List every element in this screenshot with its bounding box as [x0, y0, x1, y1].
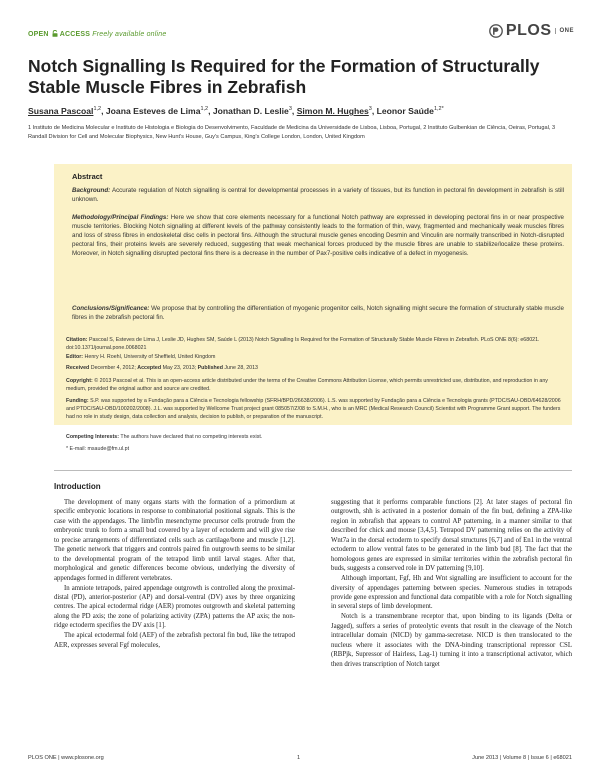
paragraph: The development of many organs starts with the formation of a primordium at specific embryonic locations in response to combinatorial positional signals. This is the case with the appendages. The limb/fin mesenchyme precursor cells protrude from the embryonic trunk to form a small bud covered by a layer of ectoderm and will give rise to precise arrangements of differentiated cells such as cartilage/bone and muscle [1,2]. The genetic network that triggers and controls paired fin outgrowth seems to be similar to the developmental program of the tetrapod limb until larval stages. After that, morphological and genetic differences become obvious, underlying the diversity of appendages formed in different vertebrates.: [54, 499, 295, 582]
abstract-methods: [72, 214, 564, 259]
conclusions-text: We propose that by controlling the differentiation of myogenic progenitor cells, Notch signalling might secure the formation of structurally stable muscle fibres in the zebrafish pectoral fin.: [72, 305, 564, 321]
background-label: Background:: [72, 187, 111, 194]
affiliations: 1 Instituto de Medicina Molecular e Instituto de Histologia e Biologia do Desenvolvimento, Faculdade de Medicina da Universidade de Lisboa, Lisboa, Portugal, 2 Instituto Gulbenkian de Ciência, Oeiras, Portugal, 3 Randall Division for Cell and Molecular Biophysics, New Hunt's House, Guy's Campus, King's College London, London, United Kingdom: [28, 125, 556, 140]
funding: Funding: S.P. was supported by a Fundação para a Ciência e Tecnologia fellowship (SFRH/BPD/26638/2006). L.S. was supported by Fundação para a Ciência e Tecnologia grants (PTDC/SAU-OBD/64628/2006 and PTDC/SAU-OBD/100202/2008). J.L. was supported by Wellcome Trust project grant 085057/Z/08 to S.M.H., who is an MRC (Medical Research Council) Scientist with Programme Grant support. The funders had no role in study design, data collection and analysis, decision to publish, or preparation of the manuscript.: [66, 398, 561, 420]
access-label: ACCESS: [59, 31, 91, 38]
background-text: Accurate regulation of Notch signalling is central for developmental processes in a variety of tissues, but its function in pectoral fin development in zebrafish is still unknown.: [72, 187, 564, 203]
body-column-left: [54, 498, 295, 650]
freely-available-label: Freely available online: [92, 31, 167, 38]
editor: Editor: Henry H. Roehl, University of Sheffield, United Kingdom: [66, 354, 216, 360]
open-access-banner: [28, 30, 166, 38]
plos-logo-icon: [489, 24, 503, 38]
publication-dates: Received December 4, 2012; Accepted May 23, 2013; Published June 28, 2013: [66, 365, 258, 371]
introduction-heading: Introduction: [54, 482, 101, 491]
paragraph: Although important, Fgf, Hh and Wnt signalling are insufficient to account for the diversity of appendages patterning between species. Numerous studies in tetrapods provide gene expression and functional data compatible with a role for Notch signalling in several steps of limb development.: [331, 575, 572, 611]
author[interactable]: Joana Esteves de Lima$^{1,2}$: [105, 106, 209, 116]
paragraph: Notch is a transmembrane receptor that, upon binding to its ligands (Delta or Jagged), suffers a series of proteolytic events that result in the cleavage of the Notch intracellular domain (NICD) by gamma-secretase. NICD is then translocated to the nucleus where it associates with the DNA-binding transcriptional repressor CSL (RBPjk, Supressor of Hairless, Lag-1) turning it into a transcriptional activator, which then drives transcription of Notch target: [331, 613, 572, 668]
logo-one-text: ONE: [555, 28, 574, 34]
logo-plos-text: PLOS: [505, 22, 552, 39]
abstract-heading: Abstract: [72, 172, 103, 181]
author[interactable]: Jonathan D. Leslie$^3$: [212, 106, 292, 116]
body-column-right: [331, 498, 572, 669]
competing-interests: Competing Interests: The authors have declared that no competing interests exist.: [66, 434, 263, 440]
abstract-conclusions: [72, 305, 564, 323]
author-list: Susana Pascoal$^{1,2}$, Joana Esteves de Lima$^{1,2}$, Jonathan D. Leslie$^3$, Simon M. Hughes$^3$, Leonor Saúde$^{1,2*}$: [28, 106, 444, 116]
article-title: Notch Signalling Is Required for the Formation of Structurally Stable Muscle Fibres in Zebrafish: [28, 56, 540, 97]
corresponding-email[interactable]: * E-mail: msaude@fm.ul.pt: [66, 446, 130, 452]
open-label: OPEN: [28, 31, 49, 38]
section-divider: [54, 470, 572, 471]
methods-label: Methodology/Principal Findings:: [72, 214, 169, 221]
open-lock-icon: [52, 30, 58, 37]
conclusions-label: Conclusions/Significance:: [72, 305, 150, 312]
author[interactable]: Leonor Saúde$^{1,2*}$: [376, 106, 444, 116]
citation: Citation: Pascoal S, Esteves de Lima J, Leslie JD, Hughes SM, Saúde L (2013) Notch Signalling Is Required for the Formation of Structurally Stable Muscle Fibres in Zebrafish. PLoS ONE 8(6): e68021. doi:10.1371/journal.pone.0068021: [66, 337, 540, 351]
methods-text: Here we show that core elements necessary for a functional Notch pathway are expressed in developing pectoral fins in or near prospective muscle territories. Blocking Notch signalling at different levels of the pathway consistently leads to the formation of thin, wavy, fragmented and mechanically weak muscles fibres and loss of stress fibres in endoskeletal disc cells in pectoral fins. Although the structural muscle genes encoding Desmin and Vinculin are normally transcribed in Notch-disrupted pectoral fins, their proteins levels are severely reduced, suggesting that weak mechanical forces produced by the muscle fibres are unable to stabilize/localize these proteins. Moreover, in Notch signalling disrupted pectoral fins there is a decrease in the number of Pax7-positive cells indicative of a defect in myogenesis.: [72, 214, 564, 257]
footer-journal-url[interactable]: PLOS ONE | www.plosone.org: [28, 755, 104, 761]
author[interactable]: Susana Pascoal$^{1,2}$: [28, 106, 102, 116]
paragraph: The apical ectodermal fold (AEF) of the zebrafish pectoral fin bud, like the tetrapod AER, expresses several Fgf molecules,: [54, 632, 295, 649]
abstract-background: [72, 187, 564, 205]
footer-page-number: 1: [297, 755, 301, 761]
copyright: Copyright: © 2013 Pascoal et al. This is an open-access article distributed under the terms of the Creative Commons Attribution License, which permits unrestricted use, distribution, and reproduction in any medium, provided the original author and source are credited.: [66, 378, 548, 392]
journal-logo: [489, 22, 574, 40]
author[interactable]: Simon M. Hughes$^3$: [296, 106, 372, 116]
paragraph: In amniote tetrapods, paired appendage outgrowth is controlled along the proximal-distal (PD), anterior-posterior (AP) and dorsal-ventral (DV) axes by three organizing centres. The apical ectodermal ridge (AER) promotes outgrowth and skeletal patterning along the PD axis; the zone of polarizing activity (ZPA) patterns the AP axis; the non-ridge ectoderm specifies the DV axis [1].: [54, 584, 295, 630]
footer-issue-info: June 2013 | Volume 8 | Issue 6 | e68021: [472, 755, 572, 761]
paragraph: suggesting that it performs comparable functions [2]. At later stages of pectoral fin outgrowth, shh is activated in a posterior domain of the fin bud, defining a ZPA-like region in zebrafish that appears to control AP patterning, in a manner similar to that described for chick and mouse [3,4,5]. Tetrapod DV patterning relies on the activity of Wnt7a in the dorsal ectoderm to specify dorsal structures [6,7] and of En1 in the ventral ectoderm to allow ventral fates to be generated in the limb bud [8]. The fact that the homologous genes are expressed in similar territories within the zebrafish pectoral fin buds, suggests a conserved role in DV patterning [9,10].: [331, 499, 572, 573]
